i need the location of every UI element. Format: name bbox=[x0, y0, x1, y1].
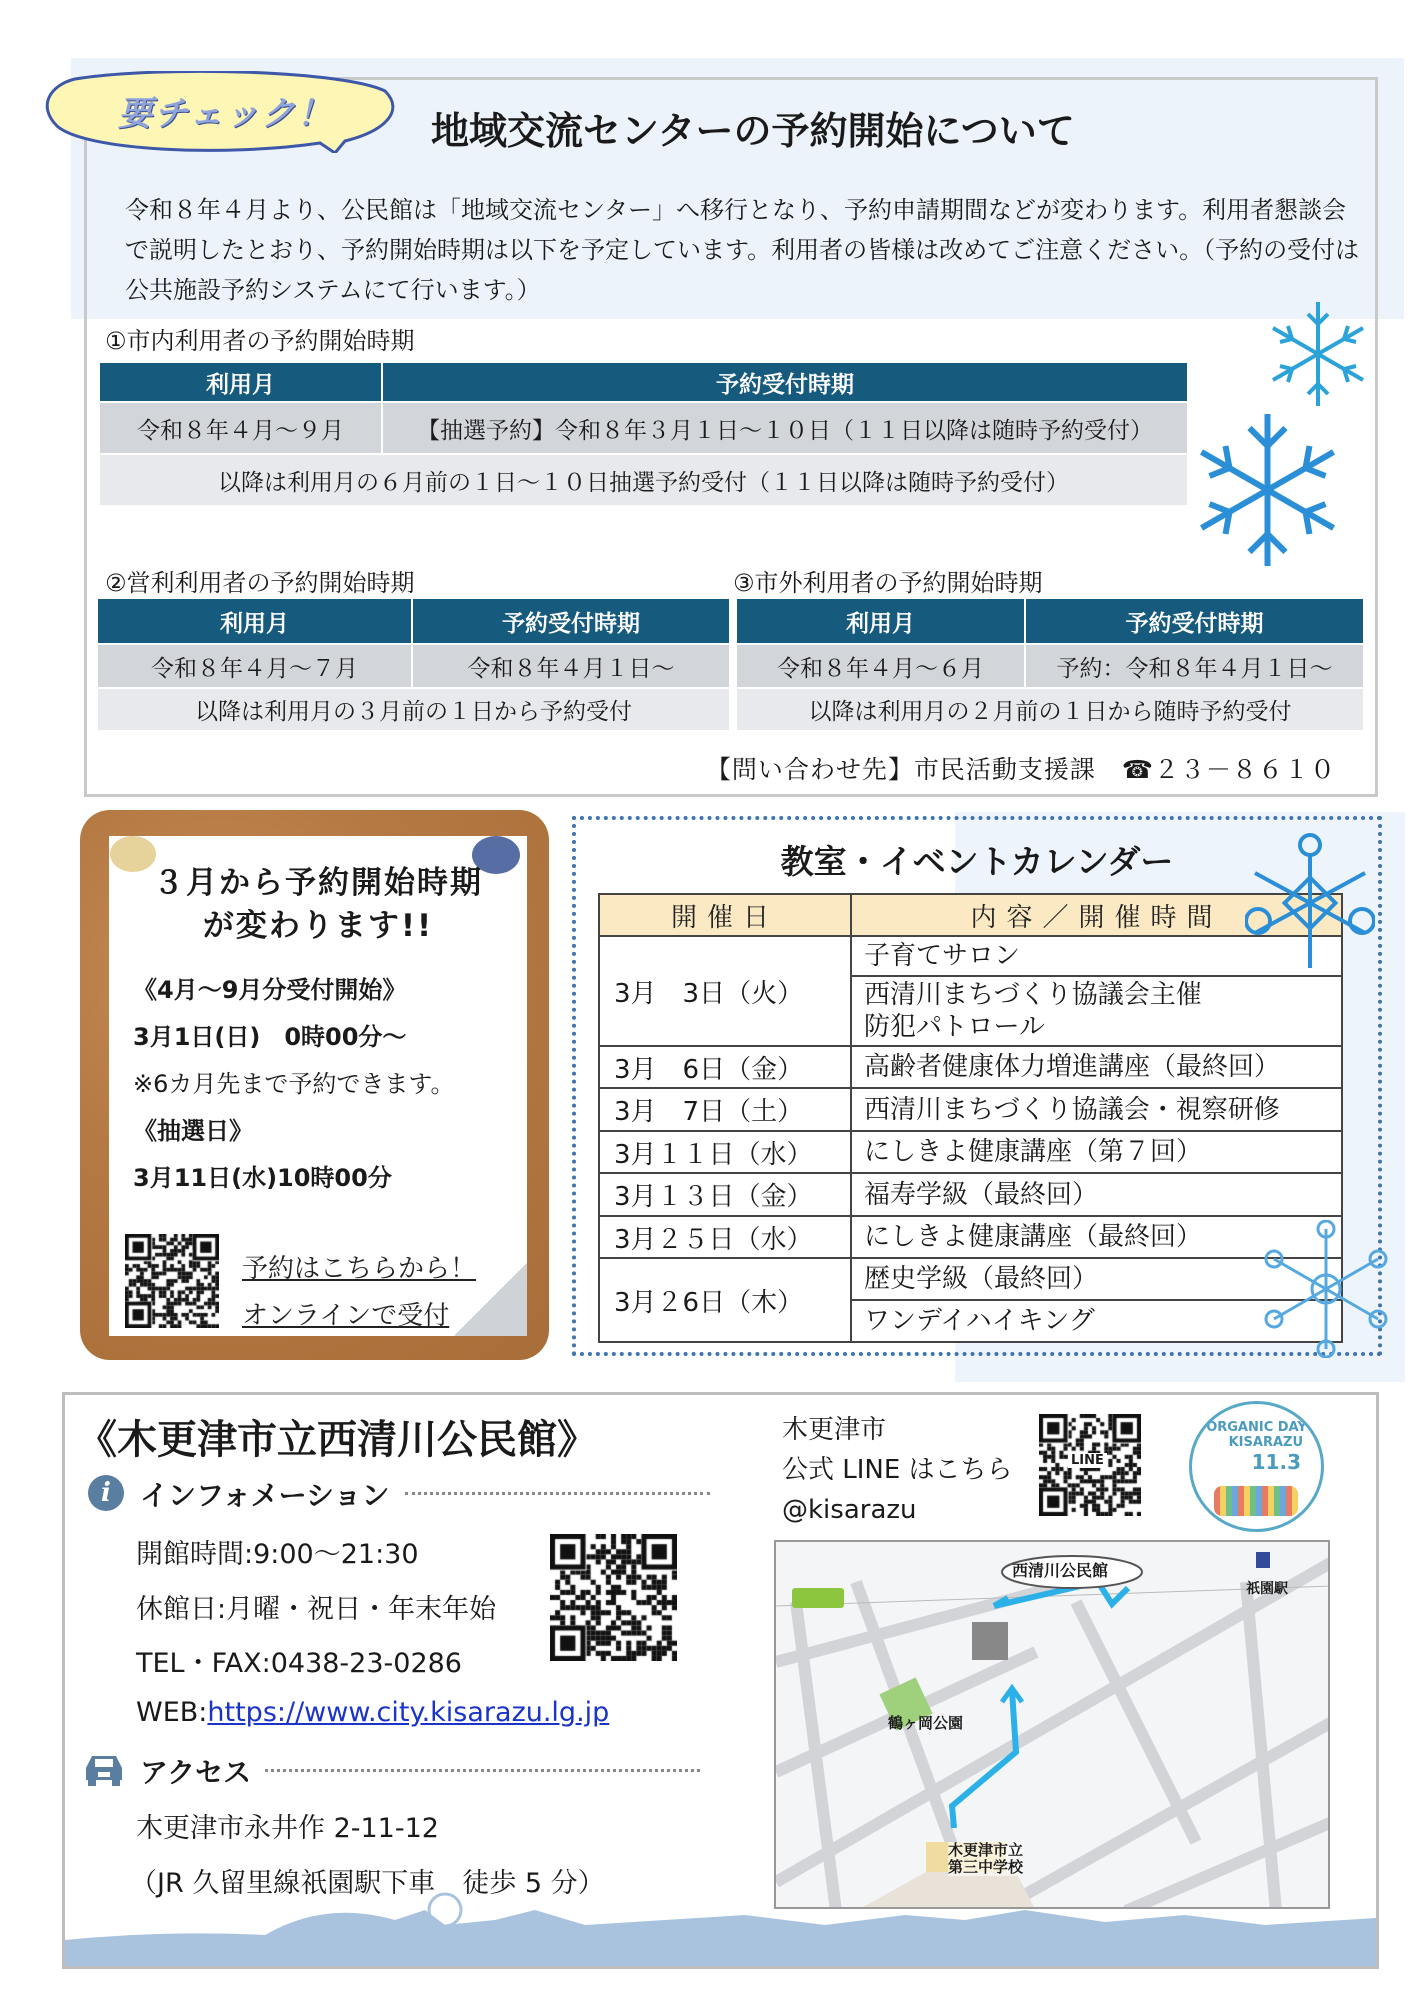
section2-table bbox=[96, 597, 731, 732]
table-cell: 令和８年４月～６月 bbox=[737, 645, 1024, 687]
calendar-row bbox=[599, 1173, 1342, 1216]
reservation-qr-code[interactable] bbox=[125, 1234, 219, 1328]
snowflake-icon bbox=[1262, 1220, 1390, 1358]
event-date: 3月 6日（金） bbox=[599, 1046, 851, 1088]
event-name: 高齢者健康体力増進講座（最終回） bbox=[851, 1046, 1342, 1088]
col-header: 予約受付時期 bbox=[1026, 599, 1363, 643]
notice-paragraph: 令和８年４月より、公民館は「地域交流センター」へ移行となり、予約申請期間などが変わります。利用者懇談会で説明したとおり、予約開始時期は以下を予定しています。利用者の皆様は改めてご注意ください。（予約の受付は公共施設予約システムにて行います。） bbox=[125, 196, 1360, 304]
logo-illustration bbox=[1214, 1486, 1298, 1516]
board-title bbox=[109, 862, 527, 948]
event-name: 福寿学級（最終回） bbox=[851, 1173, 1342, 1216]
calendar-row bbox=[599, 936, 1342, 976]
facility-title: 《木更津市立西清川公民館》 bbox=[77, 1417, 597, 1463]
col-header: 予約受付時期 bbox=[413, 599, 729, 643]
section3-table bbox=[735, 597, 1365, 732]
table-cell: 令和８年４月～９月 bbox=[100, 403, 381, 453]
col-header: 利用月 bbox=[100, 363, 381, 401]
table-cell: 【抽選予約】令和８年３月１日～１０日（１１日以降は随時予約受付） bbox=[383, 403, 1187, 453]
map-label-station: 祇園駅 bbox=[1246, 1581, 1288, 1597]
section2-heading: ②営利利用者の予約開始時期 bbox=[105, 569, 415, 597]
snowflake-icon bbox=[1195, 410, 1340, 570]
info-heading: インフォメーション bbox=[140, 1479, 390, 1512]
calendar-row bbox=[599, 1088, 1342, 1131]
event-name: ワンデイハイキング bbox=[851, 1300, 1342, 1342]
event-date: 3月１１日（水） bbox=[599, 1131, 851, 1173]
snowflake-icon bbox=[1245, 833, 1375, 973]
address: 木更津市永井作 2-11-12 bbox=[136, 1813, 439, 1844]
board-title-line: が変わります!! bbox=[202, 908, 434, 944]
event-name: 子育てサロン bbox=[851, 936, 1342, 976]
section1-heading: ①市内利用者の予約開始時期 bbox=[105, 327, 415, 355]
logo-text: ORGANIC DAY bbox=[1206, 1420, 1307, 1435]
table-cell: 令和８年４月～７月 bbox=[98, 645, 411, 687]
city-skyline-illustration bbox=[65, 1880, 1376, 1966]
directions: （JR 久留里線祇園駅下車 徒歩 5 分） bbox=[130, 1868, 605, 1899]
access-map[interactable] bbox=[774, 1540, 1330, 1909]
closed-days: 休館日:月曜・祝日・年末年始 bbox=[136, 1594, 497, 1625]
calendar-row bbox=[599, 1046, 1342, 1088]
hours: 開館時間:9:00～21:30 bbox=[136, 1539, 419, 1570]
table-cell: 令和８年４月１日～ bbox=[413, 645, 729, 687]
col-header: 開催日 bbox=[599, 894, 851, 936]
event-date: 3月１３日（金） bbox=[599, 1173, 851, 1216]
map-label-facility: 西清川公民館 bbox=[1012, 1561, 1109, 1580]
col-header: 内容／開催時間 bbox=[851, 894, 1342, 936]
line-account: @kisarazu bbox=[782, 1495, 917, 1525]
divider bbox=[405, 1492, 710, 1495]
website-qr-code[interactable] bbox=[550, 1534, 677, 1661]
line-info bbox=[782, 1410, 1013, 1530]
board-line: 3月1日(日) 0時00分～ bbox=[133, 1023, 407, 1051]
logo-text: KISARAZU bbox=[1228, 1435, 1303, 1450]
web bbox=[136, 1697, 609, 1728]
info-icon: i bbox=[88, 1475, 124, 1511]
table-cell: 以降は利用月の３月前の１日から予約受付 bbox=[98, 689, 729, 730]
event-date: 3月２５日（水） bbox=[599, 1216, 851, 1258]
event-date: 3月 7日（土） bbox=[599, 1088, 851, 1131]
board-line: 3月11日(水)10時00分 bbox=[133, 1164, 392, 1192]
board-title-line: ３月から予約開始時期 bbox=[153, 865, 483, 901]
line-text: 木更津市 bbox=[782, 1415, 887, 1445]
contact-info: 【問い合わせ先】市民活動支援課 ☎２３－８６１０ bbox=[705, 755, 1336, 784]
event-name: 西清川まちづくり協議会主催 防犯パトロール bbox=[851, 976, 1342, 1046]
divider bbox=[265, 1769, 700, 1772]
tel-fax: TEL・FAX:0438-23-0286 bbox=[136, 1648, 462, 1679]
board-line: ※6カ月先まで予約できます。 bbox=[133, 1070, 455, 1098]
logo-text: 11.3 bbox=[1251, 1450, 1301, 1474]
col-header: 利用月 bbox=[98, 599, 411, 643]
car-icon bbox=[82, 1752, 126, 1786]
notice-title: 地域交流センターの予約開始について bbox=[431, 109, 1075, 153]
calendar-row bbox=[599, 1216, 1342, 1258]
calendar-title: 教室・イベントカレンダー bbox=[780, 842, 1174, 881]
table-cell: 予約：令和８年４月１日～ bbox=[1026, 645, 1363, 687]
reservation-link[interactable]: 予約はこちらから！ bbox=[242, 1254, 477, 1284]
event-name: 歴史学級（最終回） bbox=[851, 1258, 1342, 1300]
event-date: 3月 3日（火） bbox=[599, 936, 851, 1046]
col-header: 利用月 bbox=[737, 599, 1024, 643]
section3-heading: ③市外利用者の予約開始時期 bbox=[733, 569, 1043, 597]
snowflake-icon bbox=[1268, 298, 1368, 410]
line-text: 公式 LINE はこちら bbox=[782, 1455, 1013, 1485]
web-label: WEB: bbox=[136, 1697, 208, 1728]
calendar-row bbox=[599, 1131, 1342, 1173]
calendar-row bbox=[599, 1258, 1342, 1300]
organic-day-logo bbox=[1189, 1401, 1324, 1532]
map-label-park: 鶴ヶ岡公園 bbox=[888, 1714, 964, 1732]
board-line: 《4月～9月分受付開始》 bbox=[133, 976, 407, 1004]
access-heading: アクセス bbox=[140, 1756, 252, 1789]
board-line: 《抽選日》 bbox=[133, 1117, 253, 1145]
website-link[interactable]: https://www.city.kisarazu.lg.jp bbox=[207, 1697, 610, 1728]
calendar-table bbox=[598, 893, 1343, 1343]
online-reservation-link[interactable]: オンラインで受付 bbox=[242, 1301, 450, 1331]
table-cell: 以降は利用月の２月前の１日から随時予約受付 bbox=[737, 689, 1363, 730]
line-qr-label: LINE bbox=[1068, 1453, 1107, 1468]
event-name: 西清川まちづくり協議会・視察研修 bbox=[851, 1088, 1342, 1131]
section1-table bbox=[98, 361, 1189, 507]
event-date: 3月２6日（木） bbox=[599, 1258, 851, 1342]
event-name: にしきよ健康講座（第７回） bbox=[851, 1131, 1342, 1173]
table-cell: 以降は利用月の６月前の１日～１０日抽選予約受付（１１日以降は随時予約受付） bbox=[100, 455, 1187, 505]
check-badge: 要チェック！ bbox=[118, 94, 333, 134]
map-label-school: 木更津市立 第三中学校 bbox=[948, 1841, 1024, 1876]
event-name: にしきよ健康講座（最終回） bbox=[851, 1216, 1342, 1258]
col-header: 予約受付時期 bbox=[383, 363, 1187, 401]
